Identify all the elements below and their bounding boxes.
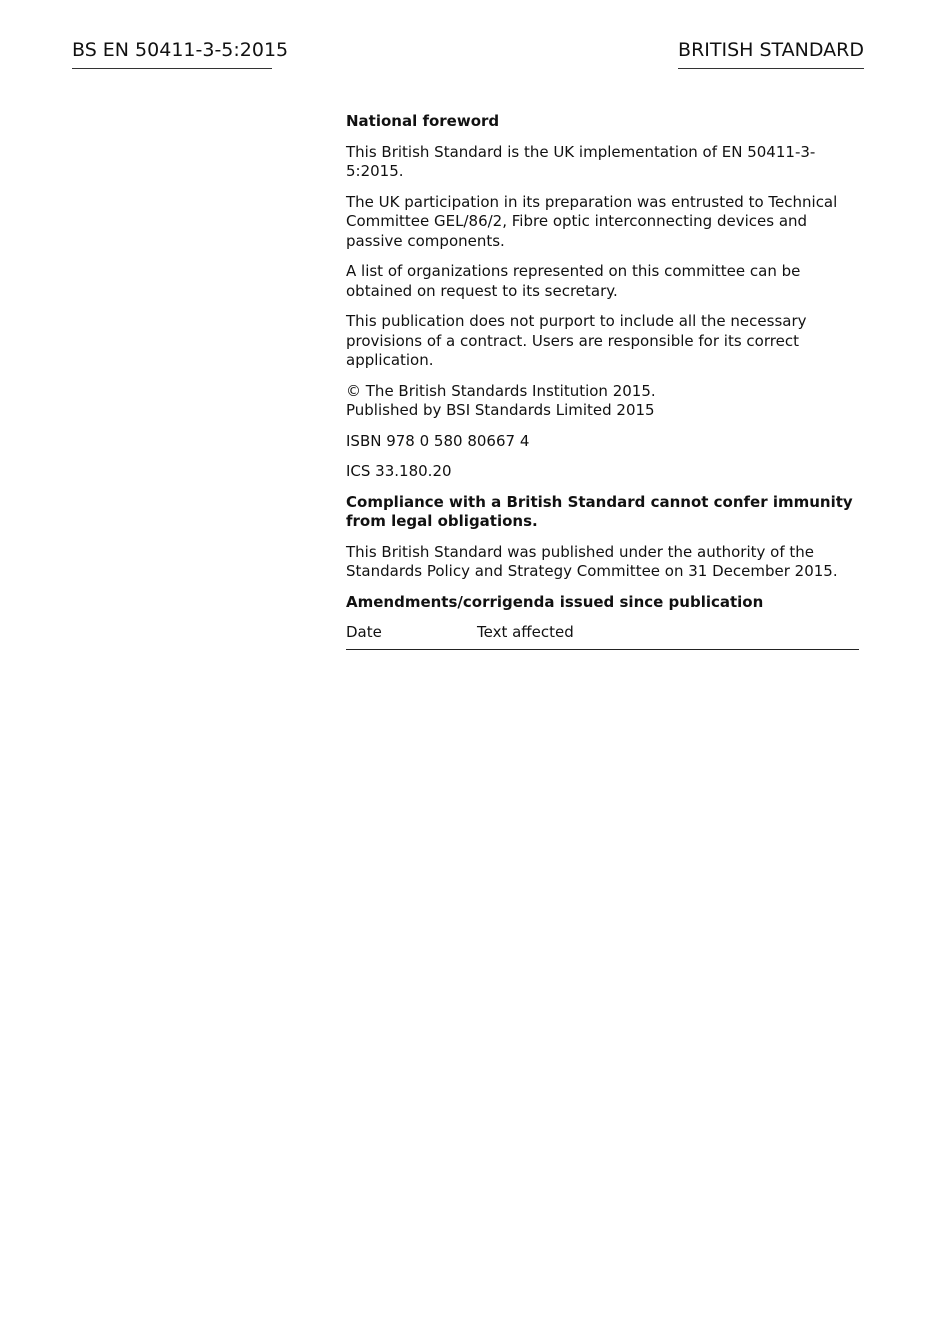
amendments-title: Amendments/corrigenda issued since publication [346, 592, 764, 611]
publisher-line: Published by BSI Standards Limited 2015 [346, 401, 655, 419]
table-header-row [346, 619, 859, 649]
foreword-paragraph-organizations: A list of organizations represented on this committee can be obtained on request to its secretary. [346, 262, 801, 300]
document-id-header [72, 38, 289, 69]
section-title: National foreword [346, 112, 500, 130]
document-type: BRITISH STANDARD [678, 39, 864, 61]
amendments-table [346, 619, 859, 650]
document-id: BS EN 50411-3-5:2015 [72, 39, 289, 61]
column-header-date: Date [346, 619, 477, 649]
foreword-paragraph-committee: The UK participation in its preparation was entrusted to Technical Committee GEL/86/2, Fibre optic interconnecting devices and passive components. [346, 192, 838, 250]
foreword-paragraph-implementation: This British Standard is the UK implementation of EN 50411-3-5:2015. [346, 142, 816, 180]
document-type-header [678, 38, 864, 69]
column-header-text-affected: Text affected [477, 619, 859, 649]
ics-code: ICS 33.180.20 [346, 462, 452, 480]
foreword-paragraph-disclaimer: This publication does not purport to include all the necessary provisions of a contract. Users are responsible for its correct application. [346, 312, 807, 369]
authority-statement: This British Standard was published under the authority of the Standards Policy and Strategy Committee on 31 December 2015. [346, 542, 838, 580]
copyright-line: © The British Standards Institution 2015. [346, 381, 656, 400]
isbn: ISBN 978 0 580 80667 4 [346, 431, 530, 450]
copyright-notice [346, 382, 866, 421]
national-foreword-section [346, 112, 866, 650]
compliance-notice: Compliance with a British Standard cannot confer immunity from legal obligations. [346, 492, 853, 530]
